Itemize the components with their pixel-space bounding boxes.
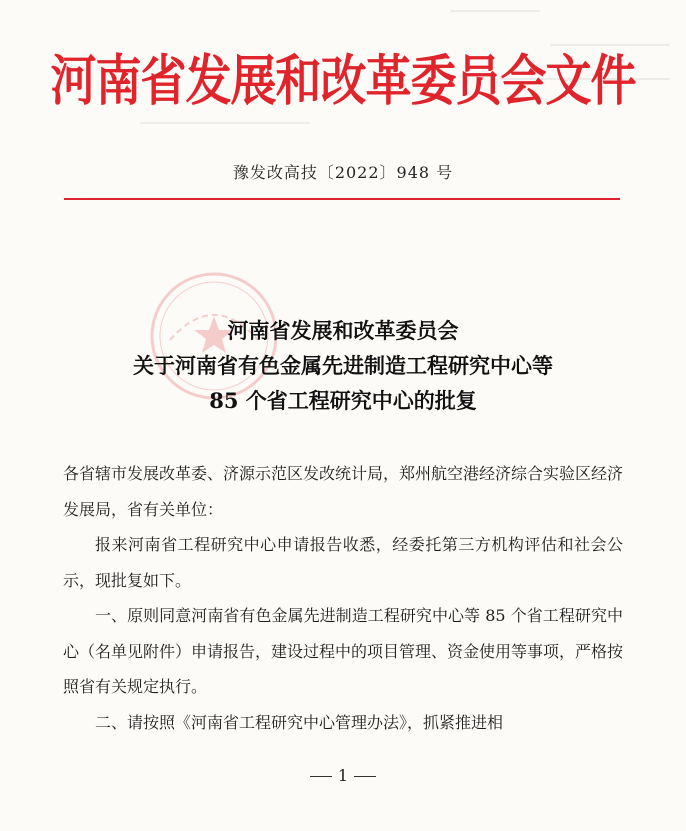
page-number-dash-left xyxy=(310,776,332,778)
approval-title-line-1: 河南省发展和改革委员会 xyxy=(227,318,459,343)
body-paragraph-item-2: 二、请按照《河南省工程研究中心管理办法》，抓紧推进相 xyxy=(95,712,504,732)
document-header-title: 河南省发展和改革委员会文件 xyxy=(50,48,636,113)
body-paragraph-intro: 报来河南省工程研究中心申请报告收悉，经委托第三方机构评估和社会公示，现批复如下。 xyxy=(63,535,623,590)
approval-title-line-2: 关于河南省有色金属先进制造工程研究中心等 xyxy=(133,353,553,378)
body-paragraph-item-1: 一、原则同意河南省有色金属先进制造工程研究中心等 85 个省工程研究中心（名单见附件）申请报告，建设过程中的项目管理、资金使用等事项，严格按照省有关规定执行。 xyxy=(63,606,624,696)
page-number xyxy=(0,766,686,785)
approval-title-line-3: 85 个省工程研究中心的批复 xyxy=(209,388,477,413)
approval-title-block xyxy=(0,313,686,418)
document-body xyxy=(63,456,623,740)
page-number-dash-right xyxy=(354,776,376,778)
document-number: 豫发改高技〔2022〕948 号 xyxy=(232,163,454,182)
red-divider-line xyxy=(64,198,620,200)
page-number-value: 1 xyxy=(337,766,349,785)
addressee-paragraph: 各省辖市发展改革委、济源示范区发改统计局，郑州航空港经济综合实验区经济发展局，省有关单位： xyxy=(63,464,624,519)
